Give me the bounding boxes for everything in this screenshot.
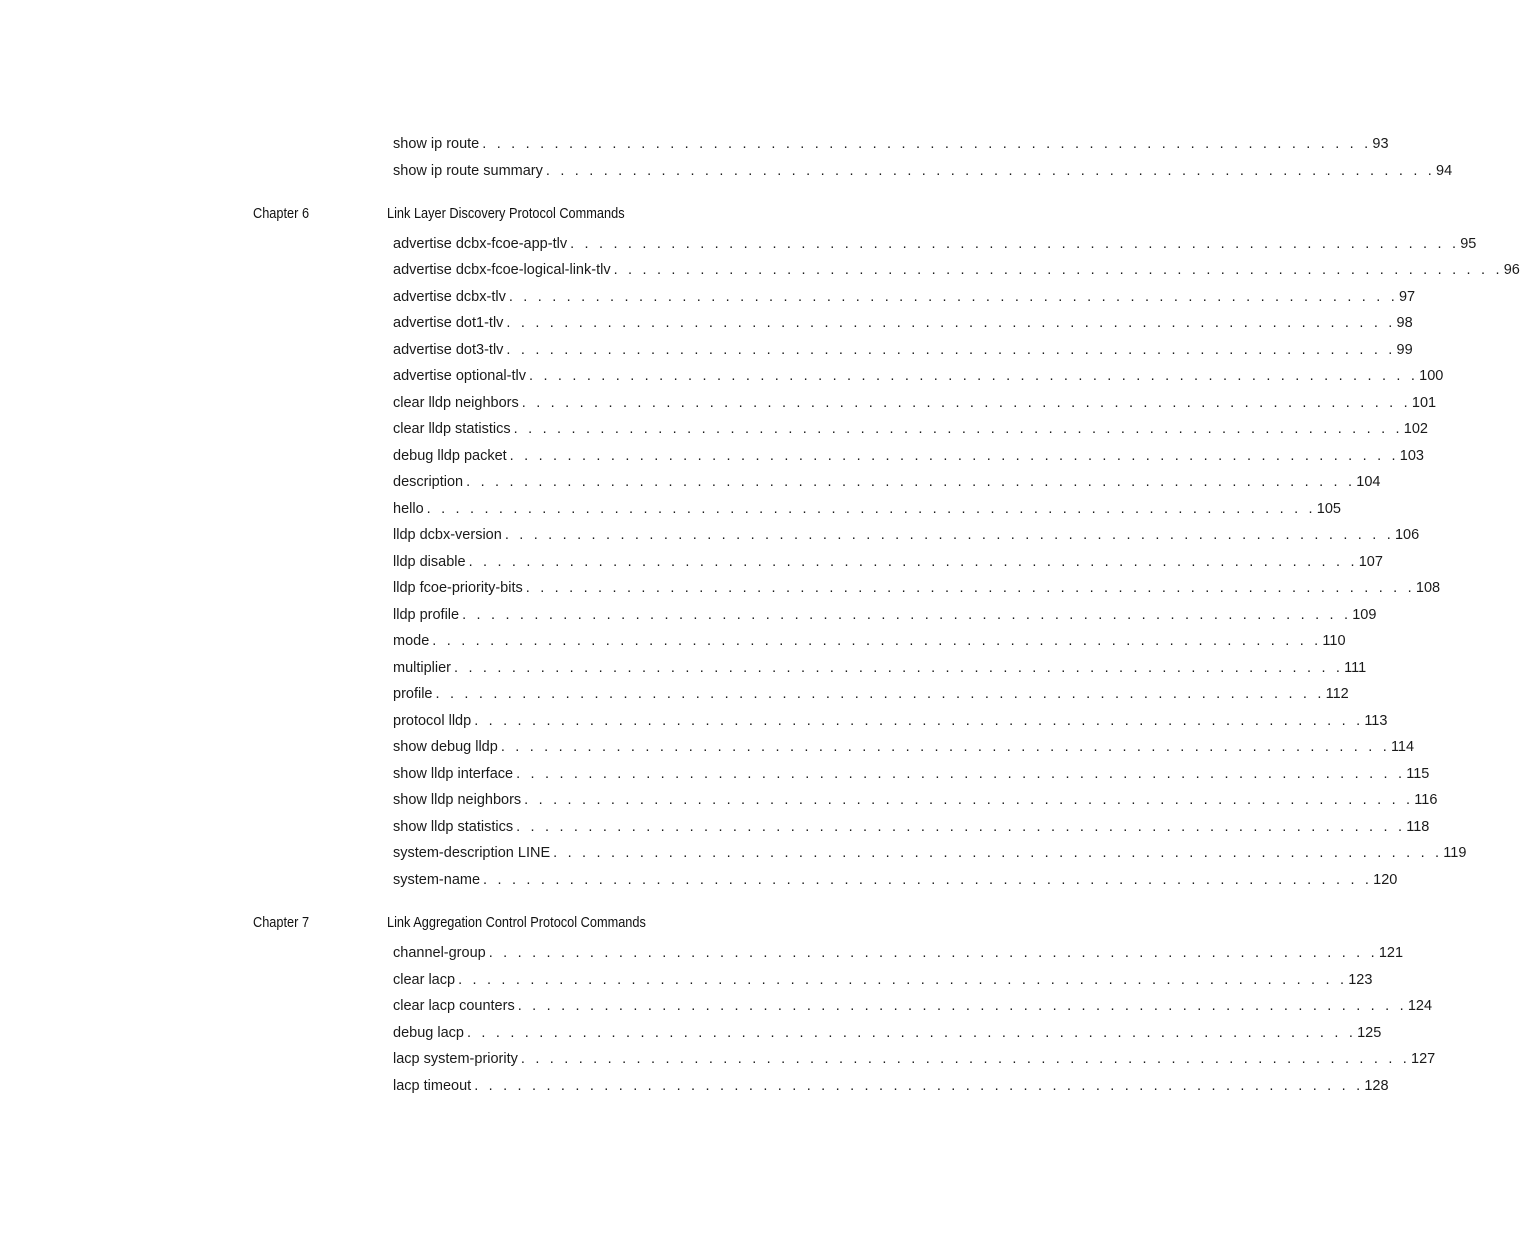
- toc-entry-page: 102: [1403, 421, 1428, 437]
- toc-entry-page: 120: [1373, 872, 1398, 888]
- toc-entry[interactable]: [393, 843, 1467, 863]
- toc-entry-page: 119: [1443, 845, 1467, 861]
- toc-leader-dots: . . . . . . . . . . . . . . . . . . . . . . . . . . . . . . . . . . . . . . . . . . . . . . . . . . . . . . . . . . . . . .: [516, 766, 1406, 782]
- toc-leader-dots: . . . . . . . . . . . . . . . . . . . . . . . . . . . . . . . . . . . . . . . . . . . . . . . . . . . . . . . . . . . . . .: [482, 136, 1372, 152]
- toc-leader-dots: . . . . . . . . . . . . . . . . . . . . . . . . . . . . . . . . . . . . . . . . . . . . . . . . . . . . . . . . . . . . . .: [458, 972, 1348, 988]
- toc-entry-page: 125: [1357, 1025, 1382, 1041]
- toc-leader-dots: . . . . . . . . . . . . . . . . . . . . . . . . . . . . . . . . . . . . . . . . . . . . . . . . . . . . . . . . . . . . . .: [468, 554, 1358, 570]
- toc-entry-label: advertise dcbx-fcoe-app-tlv: [393, 236, 568, 252]
- toc-entry-show-ip-route-summary[interactable]: [393, 161, 1453, 181]
- toc-entry-label: advertise dot3-tlv: [393, 342, 504, 358]
- chapter-7-label: Chapter 7: [253, 915, 310, 931]
- toc-entry[interactable]: [393, 996, 1433, 1016]
- toc-entry-label: channel-group: [393, 945, 486, 961]
- toc-entry-label: clear lldp statistics: [393, 421, 511, 437]
- toc-entry-label: advertise dcbx-tlv: [393, 289, 506, 305]
- toc-entry-page: 99: [1396, 342, 1413, 358]
- toc-leader-dots: . . . . . . . . . . . . . . . . . . . . . . . . . . . . . . . . . . . . . . . . . . . . . . . . . . . . . . . . . . . . . .: [432, 633, 1322, 649]
- toc-leader-dots: . . . . . . . . . . . . . . . . . . . . . . . . . . . . . . . . . . . . . . . . . . . . . . . . . . . . . . . . . . . . . .: [426, 501, 1316, 517]
- chapter-6-label: Chapter 6: [253, 206, 310, 222]
- toc-entry[interactable]: [393, 1049, 1436, 1069]
- toc-leader-dots: . . . . . . . . . . . . . . . . . . . . . . . . . . . . . . . . . . . . . . . . . . . . . . . . . . . . . . . . . . . . . .: [504, 527, 1394, 543]
- toc-entry[interactable]: [393, 234, 1477, 254]
- toc-entry-label: show lldp interface: [393, 766, 514, 782]
- toc-entry-page: 107: [1358, 554, 1383, 570]
- toc-entry-label: description: [393, 474, 464, 490]
- toc-entry[interactable]: [393, 472, 1381, 492]
- toc-entry[interactable]: [393, 578, 1441, 598]
- toc-entry-label: show ip route: [393, 136, 480, 152]
- toc-entry[interactable]: [393, 764, 1430, 784]
- toc-entry-label: hello: [393, 501, 424, 517]
- toc-entry-page: 121: [1378, 945, 1404, 961]
- toc-leader-dots: . . . . . . . . . . . . . . . . . . . . . . . . . . . . . . . . . . . . . . . . . . . . . . . . . . . . . . . . . . . . . .: [525, 580, 1415, 596]
- toc-leader-dots: . . . . . . . . . . . . . . . . . . . . . . . . . . . . . . . . . . . . . . . . . . . . . . . . . . . . . . . . . . . . . .: [435, 686, 1325, 702]
- toc-entry-page: 116: [1414, 792, 1438, 808]
- toc-entry[interactable]: [393, 1076, 1389, 1096]
- toc-leader-dots: . . . . . . . . . . . . . . . . . . . . . . . . . . . . . . . . . . . . . . . . . . . . . . . . . . . . . . . . . . . . . .: [613, 262, 1503, 278]
- toc-entry-label: clear lacp counters: [393, 998, 515, 1014]
- toc-entry[interactable]: [393, 499, 1341, 519]
- toc-entry[interactable]: [393, 446, 1424, 466]
- toc-leader-dots: . . . . . . . . . . . . . . . . . . . . . . . . . . . . . . . . . . . . . . . . . . . . . . . . . . . . . . . . . . . . . .: [506, 342, 1396, 358]
- toc-entry-label: show ip route summary: [393, 163, 543, 179]
- toc-entry[interactable]: [393, 737, 1415, 757]
- toc-entry-page: 127: [1411, 1051, 1436, 1067]
- toc-entry-page: 101: [1411, 395, 1437, 411]
- toc-leader-dots: . . . . . . . . . . . . . . . . . . . . . . . . . . . . . . . . . . . . . . . . . . . . . . . . . . . . . . . . . . . . . .: [466, 474, 1356, 490]
- toc-entry-page: 98: [1396, 315, 1413, 331]
- toc-entry[interactable]: [393, 658, 1367, 678]
- toc-entry-label: show lldp statistics: [393, 819, 514, 835]
- toc-entry-page: 96: [1503, 262, 1520, 278]
- toc-entry-label: multiplier: [393, 660, 452, 676]
- toc-entry[interactable]: [393, 287, 1416, 307]
- toc-leader-dots: . . . . . . . . . . . . . . . . . . . . . . . . . . . . . . . . . . . . . . . . . . . . . . . . . . . . . . . . . . . . . .: [553, 845, 1443, 861]
- toc-entry-label: mode: [393, 633, 430, 649]
- toc-entry-page: 118: [1406, 819, 1430, 835]
- toc-entry-label: lldp fcoe-priority-bits: [393, 580, 523, 596]
- toc-entry[interactable]: [393, 684, 1349, 704]
- toc-entry-page: 112: [1325, 686, 1349, 702]
- toc-entry-label: lacp timeout: [393, 1078, 472, 1094]
- toc-entry-label: debug lacp: [393, 1025, 464, 1041]
- toc-leader-dots: . . . . . . . . . . . . . . . . . . . . . . . . . . . . . . . . . . . . . . . . . . . . . . . . . . . . . . . . . . . . . .: [545, 163, 1436, 179]
- toc-entry-page: 95: [1460, 236, 1477, 252]
- toc-entry-label: show lldp neighbors: [393, 792, 522, 808]
- toc-entry[interactable]: [393, 605, 1377, 625]
- toc-entry[interactable]: [393, 790, 1438, 810]
- toc-entry-label: debug lldp packet: [393, 448, 507, 464]
- toc-entry-page: 93: [1372, 136, 1389, 152]
- toc-leader-dots: . . . . . . . . . . . . . . . . . . . . . . . . . . . . . . . . . . . . . . . . . . . . . . . . . . . . . . . . . . . . . .: [488, 945, 1378, 961]
- toc-entry-label: lldp dcbx-version: [393, 527, 502, 543]
- toc-entry[interactable]: [393, 552, 1383, 572]
- toc-entry-page: 97: [1398, 289, 1416, 305]
- toc-entry-page: 111: [1344, 660, 1367, 676]
- toc-leader-dots: . . . . . . . . . . . . . . . . . . . . . . . . . . . . . . . . . . . . . . . . . . . . . . . . . . . . . . . . . . . . . .: [483, 872, 1373, 888]
- toc-entry[interactable]: [393, 366, 1444, 386]
- toc-entry-page: 110: [1322, 633, 1346, 649]
- toc-entry[interactable]: [393, 817, 1430, 837]
- toc-entry-page: 103: [1399, 448, 1424, 464]
- toc-entry-label: lacp system-priority: [393, 1051, 518, 1067]
- toc-leader-dots: . . . . . . . . . . . . . . . . . . . . . . . . . . . . . . . . . . . . . . . . . . . . . . . . . . . . . . . . . . . . . .: [500, 739, 1390, 755]
- toc-entry-label: advertise dot1-tlv: [393, 315, 504, 331]
- toc-entry-page: 105: [1316, 501, 1341, 517]
- toc-entry[interactable]: [393, 631, 1346, 651]
- toc-entry-label: system-name: [393, 872, 481, 888]
- toc-entry-label: show debug lldp: [393, 739, 498, 755]
- toc-leader-dots: . . . . . . . . . . . . . . . . . . . . . . . . . . . . . . . . . . . . . . . . . . . . . . . . . . . . . . . . . . . . . .: [524, 792, 1414, 808]
- toc-leader-dots: . . . . . . . . . . . . . . . . . . . . . . . . . . . . . . . . . . . . . . . . . . . . . . . . . . . . . . . . . . . . . .: [516, 819, 1406, 835]
- toc-entry-page: 109: [1352, 607, 1377, 623]
- toc-entry-label: system-description LINE: [393, 845, 551, 861]
- toc-entry-page: 115: [1406, 766, 1430, 782]
- toc-entry[interactable]: [393, 1023, 1382, 1043]
- toc-entry[interactable]: [393, 393, 1437, 413]
- toc-leader-dots: . . . . . . . . . . . . . . . . . . . . . . . . . . . . . . . . . . . . . . . . . . . . . . . . . . . . . . . . . . . . . .: [506, 315, 1396, 331]
- toc-leader-dots: . . . . . . . . . . . . . . . . . . . . . . . . . . . . . . . . . . . . . . . . . . . . . . . . . . . . . . . . . . . . . .: [521, 395, 1411, 411]
- chapter-7-title[interactable]: Link Aggregation Control Protocol Commands: [387, 915, 646, 931]
- toc-leader-dots: . . . . . . . . . . . . . . . . . . . . . . . . . . . . . . . . . . . . . . . . . . . . . . . . . . . . . . . . . . . . . .: [513, 421, 1403, 437]
- toc-entry-label: protocol lldp: [393, 713, 472, 729]
- toc-leader-dots: . . . . . . . . . . . . . . . . . . . . . . . . . . . . . . . . . . . . . . . . . . . . . . . . . . . . . . . . . . . . . .: [570, 236, 1460, 252]
- toc-entry-page: 104: [1356, 474, 1381, 490]
- toc-entry[interactable]: [393, 525, 1420, 545]
- toc-entry-page: 128: [1364, 1078, 1389, 1094]
- toc-entry-page: 100: [1419, 368, 1444, 384]
- toc-entry-page: 114: [1390, 739, 1415, 755]
- toc-entry-label: advertise dcbx-fcoe-logical-link-tlv: [393, 262, 611, 278]
- toc-entry-label: lldp profile: [393, 607, 460, 623]
- toc-entry[interactable]: [393, 711, 1388, 731]
- toc-entry-label: profile: [393, 686, 433, 702]
- toc-entry-page: 106: [1394, 527, 1420, 543]
- toc-leader-dots: . . . . . . . . . . . . . . . . . . . . . . . . . . . . . . . . . . . . . . . . . . . . . . . . . . . . . . . . . . . . . .: [454, 660, 1344, 676]
- toc-entry-page: 113: [1364, 713, 1388, 729]
- toc-entry[interactable]: [393, 340, 1413, 360]
- toc-entry-label: advertise optional-tlv: [393, 368, 526, 384]
- toc-entry[interactable]: [393, 313, 1413, 333]
- toc-leader-dots: . . . . . . . . . . . . . . . . . . . . . . . . . . . . . . . . . . . . . . . . . . . . . . . . . . . . . . . . . . . . . .: [474, 713, 1364, 729]
- toc-entry-page: 108: [1415, 580, 1441, 596]
- toc-entry[interactable]: [393, 943, 1404, 963]
- toc-entry-page: 94: [1436, 163, 1453, 179]
- toc-entry[interactable]: [393, 260, 1520, 280]
- toc-entry-show-ip-route[interactable]: [393, 134, 1389, 154]
- toc-leader-dots: . . . . . . . . . . . . . . . . . . . . . . . . . . . . . . . . . . . . . . . . . . . . . . . . . . . . . . . . . . . . . .: [520, 1051, 1411, 1067]
- toc-leader-dots: . . . . . . . . . . . . . . . . . . . . . . . . . . . . . . . . . . . . . . . . . . . . . . . . . . . . . . . . . . . . . .: [462, 607, 1352, 623]
- toc-entry-label: clear lldp neighbors: [393, 395, 519, 411]
- toc-leader-dots: . . . . . . . . . . . . . . . . . . . . . . . . . . . . . . . . . . . . . . . . . . . . . . . . . . . . . . . . . . . . . .: [517, 998, 1407, 1014]
- toc-entry-page: 124: [1407, 998, 1433, 1014]
- toc-entry-label: lldp disable: [393, 554, 466, 570]
- toc-leader-dots: . . . . . . . . . . . . . . . . . . . . . . . . . . . . . . . . . . . . . . . . . . . . . . . . . . . . . . . . . . . . . .: [529, 368, 1419, 384]
- chapter-6-title[interactable]: Link Layer Discovery Protocol Commands: [387, 206, 625, 222]
- toc-entry[interactable]: [393, 970, 1373, 990]
- toc-leader-dots: . . . . . . . . . . . . . . . . . . . . . . . . . . . . . . . . . . . . . . . . . . . . . . . . . . . . . . . . . . . . . .: [509, 448, 1399, 464]
- toc-entry-page: 123: [1348, 972, 1373, 988]
- toc-entry[interactable]: [393, 870, 1398, 890]
- toc-entry-label: clear lacp: [393, 972, 456, 988]
- toc-leader-dots: . . . . . . . . . . . . . . . . . . . . . . . . . . . . . . . . . . . . . . . . . . . . . . . . . . . . . . . . . . . . . .: [474, 1078, 1364, 1094]
- toc-leader-dots: . . . . . . . . . . . . . . . . . . . . . . . . . . . . . . . . . . . . . . . . . . . . . . . . . . . . . . . . . . . . . .: [508, 289, 1398, 305]
- toc-leader-dots: . . . . . . . . . . . . . . . . . . . . . . . . . . . . . . . . . . . . . . . . . . . . . . . . . . . . . . . . . . . . . .: [466, 1025, 1357, 1041]
- toc-entry[interactable]: [393, 419, 1428, 439]
